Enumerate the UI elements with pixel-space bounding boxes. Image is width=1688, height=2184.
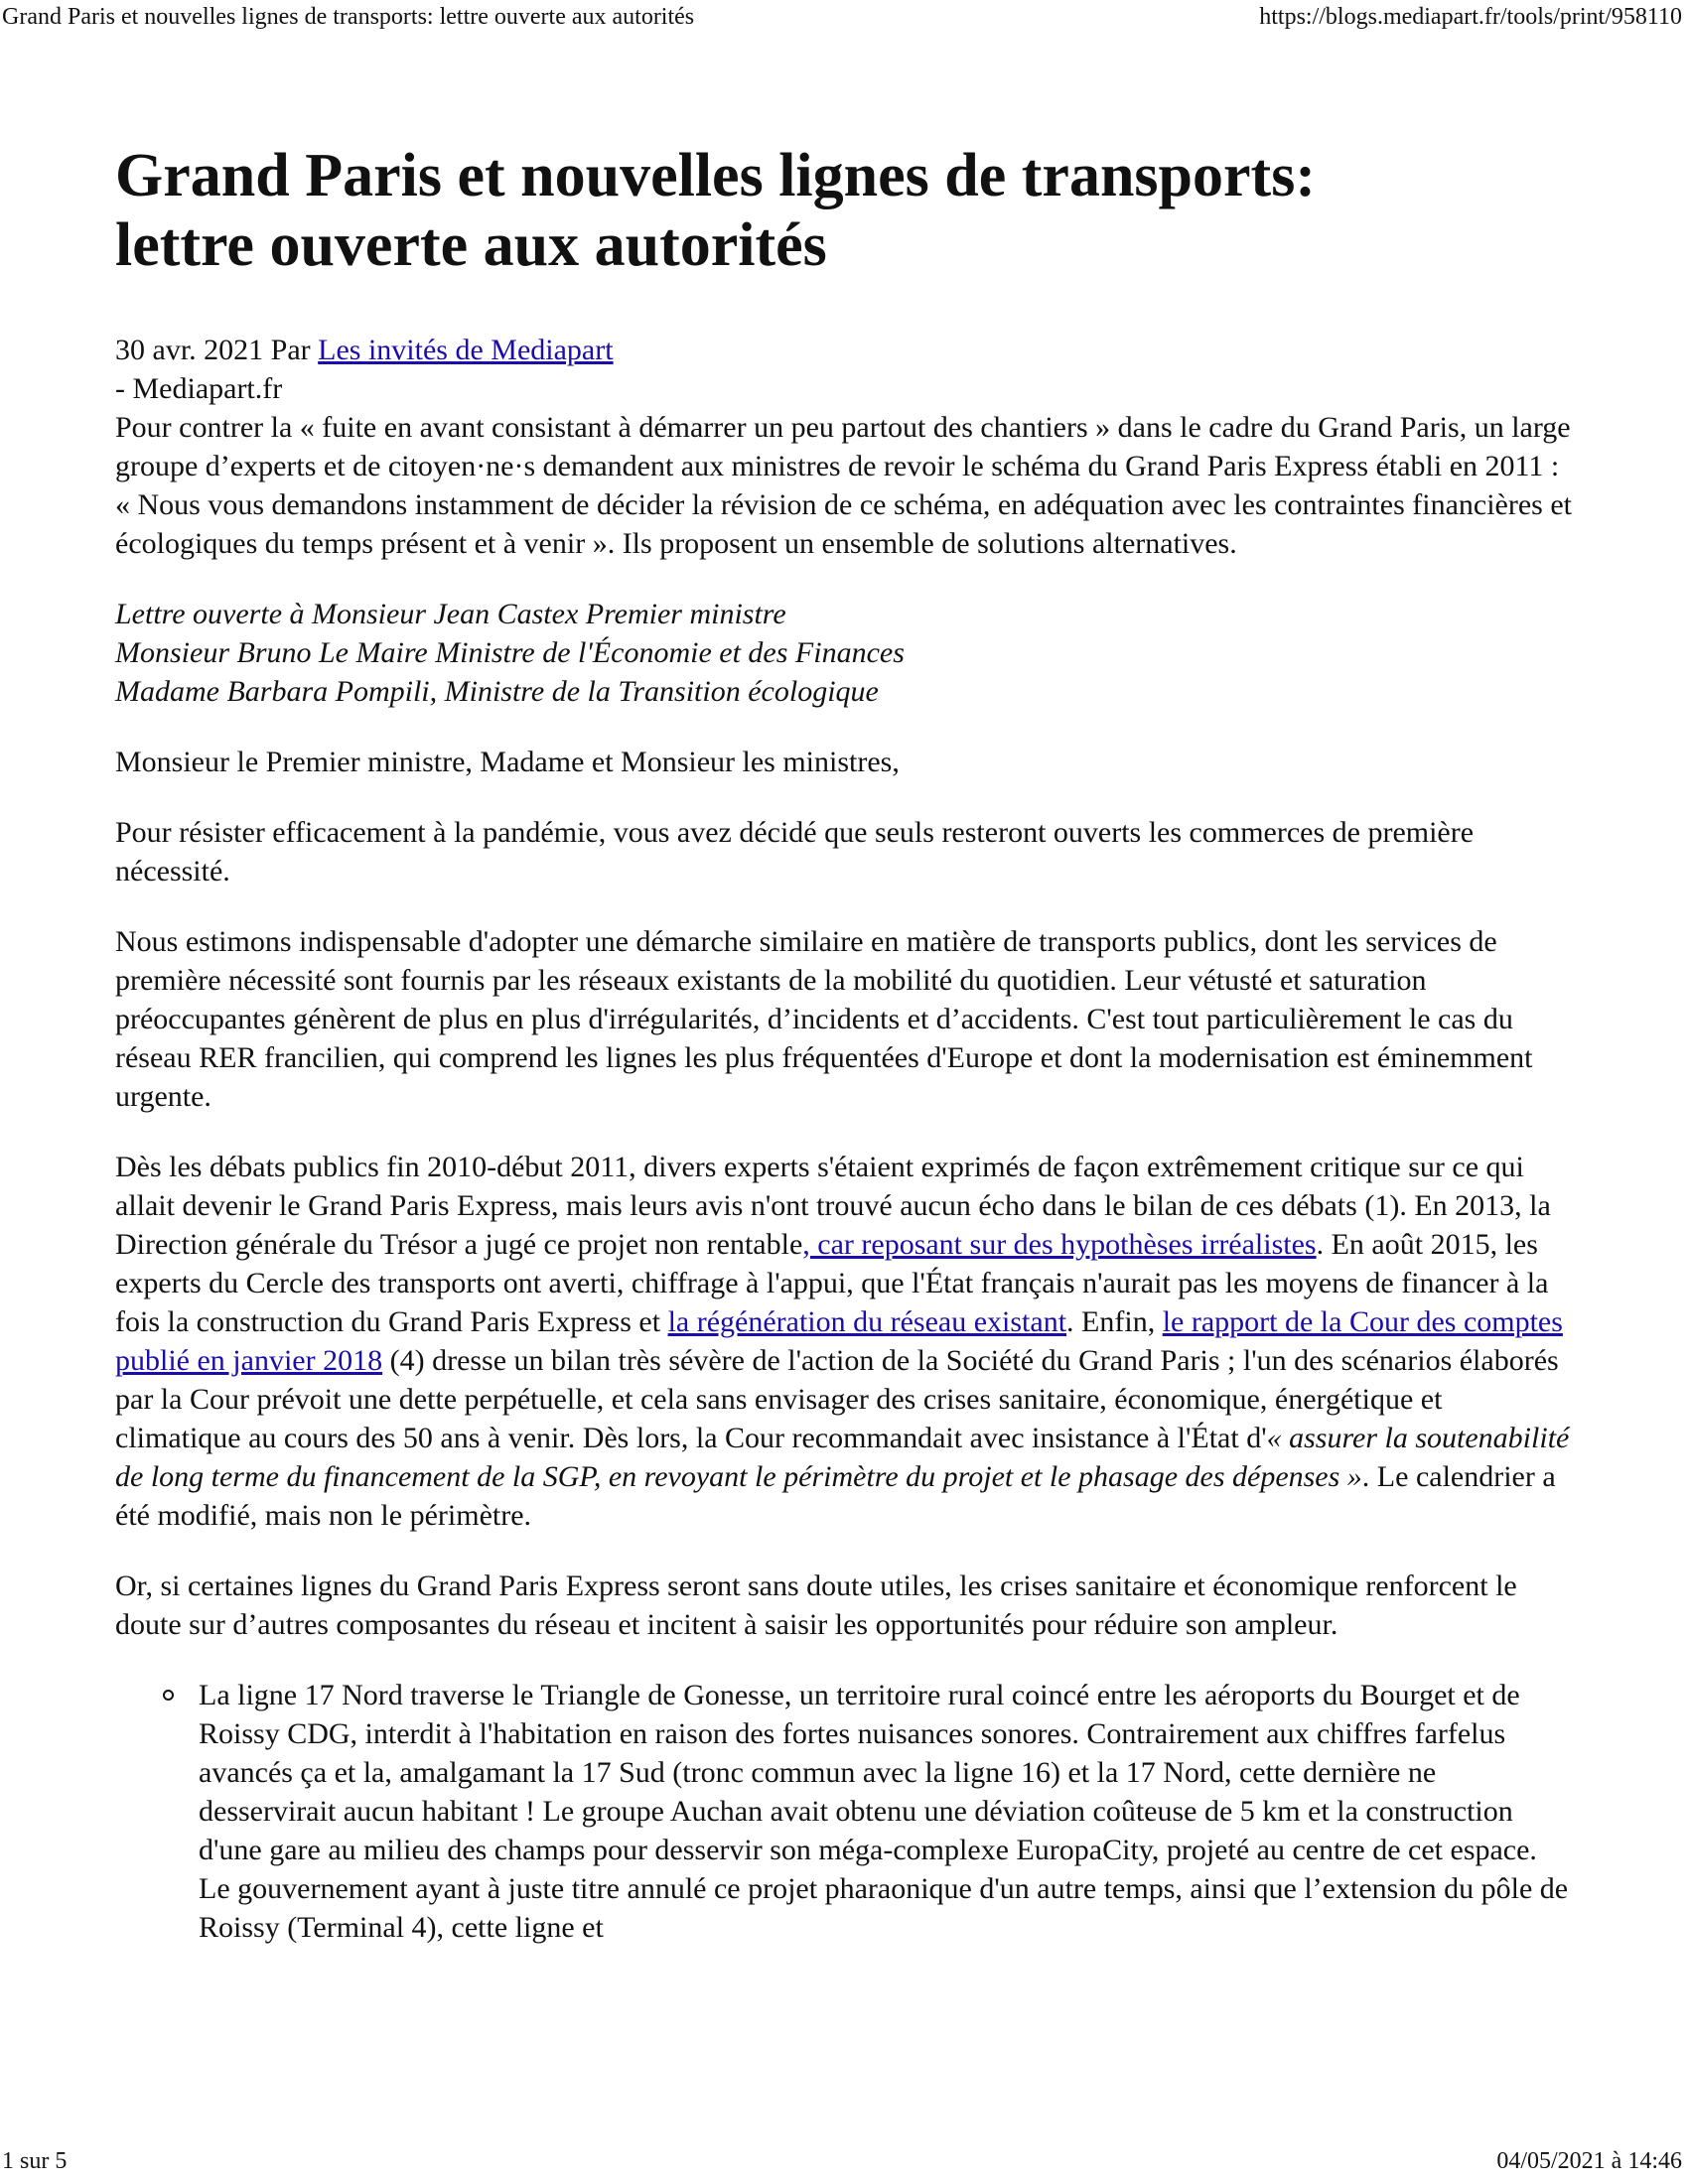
paragraph-3-text: (4) dresse un bilan très sévère de l'action de la Société du Grand Paris ; l'un des scénarios élaborés par la Cour prévoit une dette perpétuelle, et cela sans envisager des crises sanitaire, économique, énergétique et climatique au cours des 50 ans à venir. Dès lors, la Cour recommandait avec insistance à l'État d' bbox=[115, 1344, 1559, 1454]
article bbox=[115, 141, 1575, 1947]
cour-des-comptes-quote: « assurer la soutenabilité de long terme du financement de la SGP, en revoyant le périmètre du projet et le phasage des dépenses » bbox=[115, 1422, 1570, 1493]
print-header-url: https://blogs.mediapart.fr/tools/print/958110 bbox=[1259, 4, 1682, 30]
addressee-line: Lettre ouverte à Monsieur Jean Castex Premier ministre bbox=[115, 598, 786, 630]
paragraph-3 bbox=[115, 1148, 1575, 1535]
print-datetime: 04/05/2021 à 14:46 bbox=[1496, 2148, 1682, 2174]
author-link[interactable]: Les invités de Mediapart bbox=[318, 334, 614, 366]
addressee-line: Madame Barbara Pompili, Ministre de la Transition écologique bbox=[115, 675, 879, 708]
print-header bbox=[0, 2, 1688, 32]
paragraph-3-text: . En août 2015, les experts du Cercle des transports ont averti, chiffrage à l'appui, que l'État français n'aurait pas les moyens de financer à la fois la construction du Grand Paris Express et bbox=[115, 1228, 1549, 1338]
article-title-line-1: Grand Paris et nouvelles lignes de transports: bbox=[115, 142, 1316, 209]
bullet-circle-icon bbox=[163, 1690, 174, 1701]
paragraph-3-text: . Le calendrier a été modifié, mais non le périmètre. bbox=[115, 1460, 1556, 1532]
byline bbox=[115, 331, 1575, 369]
cour-des-comptes-link[interactable]: le rapport de la Cour des comptes publié en janvier 2018 bbox=[115, 1305, 1563, 1377]
source-label: - Mediapart.fr bbox=[115, 372, 283, 405]
page-number: 1 sur 5 bbox=[2, 2148, 68, 2174]
byline-par: Par bbox=[270, 334, 311, 366]
article-date: 30 avr. 2021 bbox=[115, 334, 264, 366]
paragraph-2: Nous estimons indispensable d'adopter une démarche similaire en matière de transports publics, dont les services de première nécessité sont fournis par les réseaux existants de la mobilité du quotidien. Leur vétusté et saturation préoccupantes génèrent de plus en plus d'irrégularités, d’incidents et d’accidents. C'est tout particulièrement le cas du réseau RER francilien, qui comprend les lignes les plus fréquentées d'Europe et dont la modernisation est éminemment urgente. bbox=[115, 925, 1533, 1113]
tresor-report-link[interactable]: , car reposant sur des hypothèses irréalistes bbox=[802, 1228, 1317, 1261]
addressee-line: Monsieur Bruno Le Maire Ministre de l'Économie et des Finances bbox=[115, 636, 905, 669]
article-lead: Pour contrer la « fuite en avant consistant à démarrer un peu partout des chantiers » dans le cadre du Grand Paris, un large groupe d’experts et de citoyen·ne·s demandent aux ministres de revoir le schéma du Grand Paris Express établi en 2011 : « Nous vous demandons instamment de décider la révision de ce schéma, en adéquation avec les contraintes financières et écologiques du temps présent et à venir ». Ils proposent un ensemble de solutions alternatives. bbox=[115, 411, 1572, 560]
paragraph-1: Pour résister efficacement à la pandémie, vous avez décidé que seuls resteront ouverts les commerces de première nécessité. bbox=[115, 816, 1475, 887]
bullet-list bbox=[115, 1676, 1575, 1947]
salutation: Monsieur le Premier ministre, Madame et Monsieur les ministres, bbox=[115, 746, 900, 778]
print-footer bbox=[0, 2146, 1688, 2176]
article-title-line-2: lettre ouverte aux autorités bbox=[115, 211, 827, 279]
network-regeneration-link[interactable]: la régénération du réseau existant bbox=[667, 1305, 1067, 1338]
article-title bbox=[115, 141, 1575, 280]
print-header-title: Grand Paris et nouvelles lignes de transports: lettre ouverte aux autorités bbox=[2, 4, 695, 30]
list-item bbox=[199, 1676, 1575, 1947]
list-item-text: La ligne 17 Nord traverse le Triangle de Gonesse, un territoire rural coincé entre les aéroports du Bourget et de Roissy CDG, interdit à l'habitation en raison des fortes nuisances sonores. Contrairement aux chiffres farfelus avancés ça et la, amalgamant la 17 Sud (tronc commun avec la ligne 16) et la 17 Nord, cette dernière ne desservirait aucun habitant ! Le groupe Auchan avait obtenu une déviation coûteuse de 5 km et la construction d'une gare au milieu des champs pour desservir son méga-complexe EuropaCity, projeté au centre de cet espace. Le gouvernement ayant à juste titre annulé ce projet pharaonique d'un autre temps, ainsi que l’extension du pôle de Roissy (Terminal 4), cette ligne et bbox=[199, 1679, 1569, 1944]
paragraph-4: Or, si certaines lignes du Grand Paris Express seront sans doute utiles, les crises sanitaire et économique renforcent le doute sur d’autres composantes du réseau et incitent à saisir les opportunités pour réduire son ampleur. bbox=[115, 1570, 1517, 1641]
addressees bbox=[115, 595, 1575, 711]
paragraph-3-text: Dès les débats publics fin 2010-début 2011, divers experts s'étaient exprimés de façon extrêmement critique sur ce qui allait devenir le Grand Paris Express, mais leurs avis n'ont trouvé aucun écho dans le bilan de ces débats (1). En 2013, la Direction générale du Trésor a jugé ce projet non rentable bbox=[115, 1151, 1551, 1261]
paragraph-3-text: . Enfin, bbox=[1066, 1305, 1163, 1338]
